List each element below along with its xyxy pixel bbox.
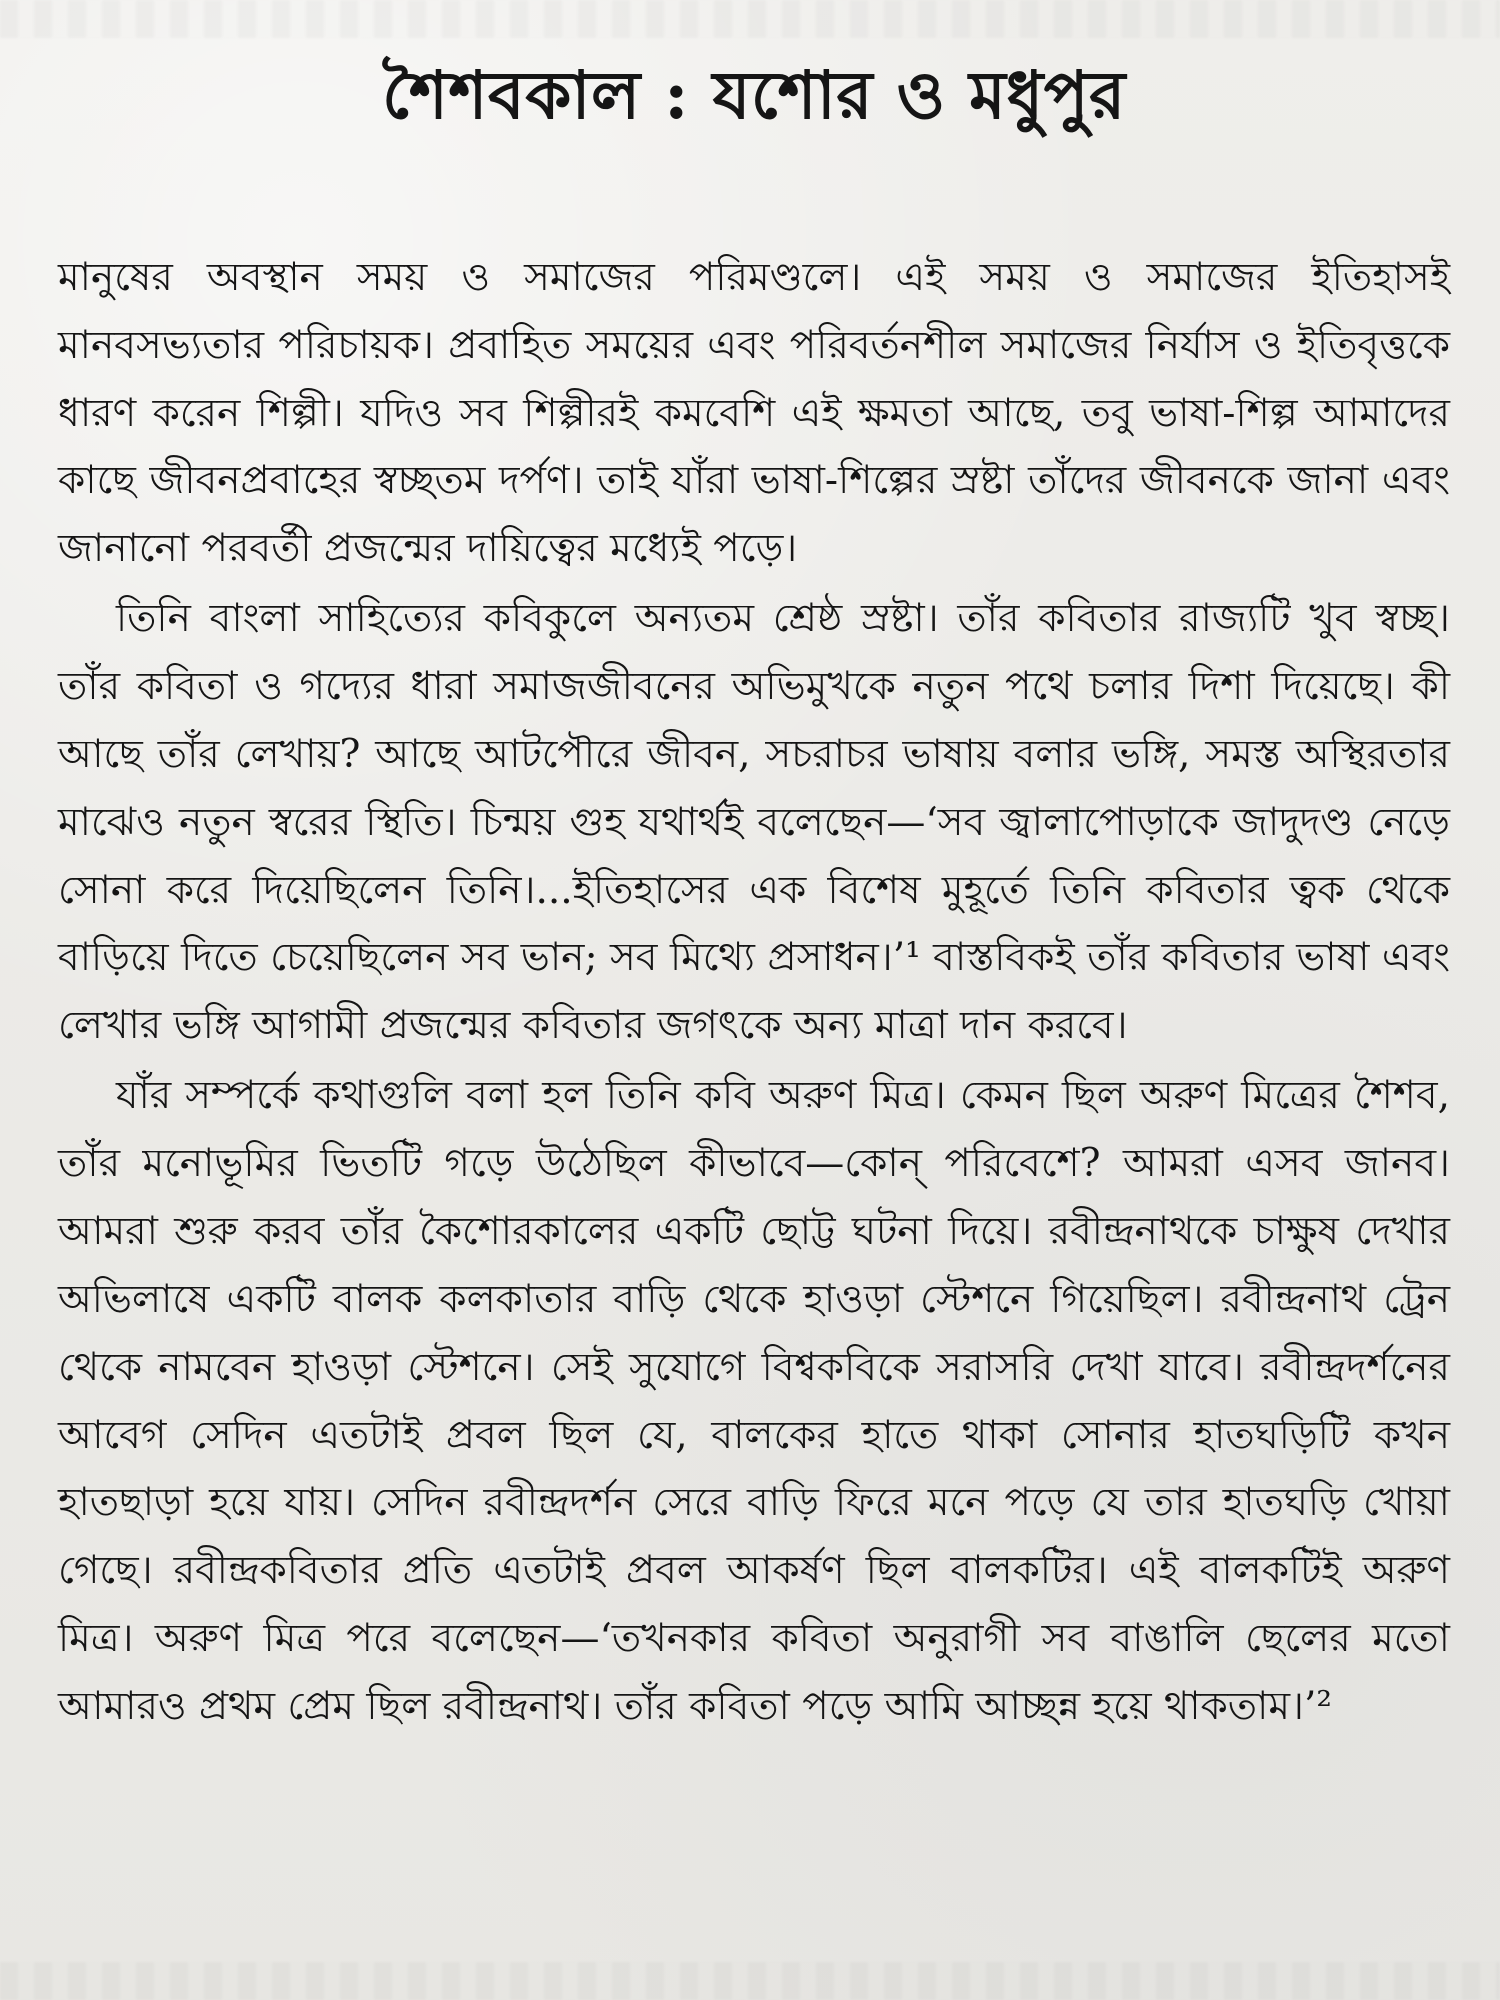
page-content (58, 58, 1450, 1946)
chapter-title: শৈশবকাল : যশোর ও মধুপুর (382, 56, 1126, 134)
paragraph-3: যাঁর সম্পর্কে কথাগুলি বলা হল তিনি কবি অরুণ মিত্র। কেমন ছিল অরুণ মিত্রের শৈশব, তাঁর মনোভূমির ভিতটি গড়ে উঠেছিল কীভাবে—কোন্ পরিবেশে? আমরা এসব জানব। আমরা শুরু করব তাঁর কৈশোরকালের একটি ছোট্ট ঘটনা দিয়ে। রবীন্দ্রনাথকে চাক্ষুষ দেখার অভিলাষে একটি বালক কলকাতার বাড়ি থেকে হাওড়া স্টেশনে গিয়েছিল। রবীন্দ্রনাথ ট্রেন থেকে নামবেন হাওড়া স্টেশনে। সেই সুযোগে বিশ্বকবিকে সরাসরি দেখা যাবে। রবীন্দ্রদর্শনের আবেগ সেদিন এতটাই প্রবল ছিল যে, বালকের হাতে থাকা সোনার হাতঘড়িটি কখন হাতছাড়া হয়ে যায়। সেদিন রবীন্দ্রদর্শন সেরে বাড়ি ফিরে মনে পড়ে যে তার হাতঘড়ি খোয়া গেছে। রবীন্দ্রকবিতার প্রতি এতটাই প্রবল আকর্ষণ ছিল বালকটির। এই বালকটিই অরুণ মিত্র। অরুণ মিত্র পরে বলেছেন—‘তখনকার কবিতা অনুরাগী সব বাঙালি ছেলের মতো আমারও প্রথম প্রেম ছিল রবীন্দ্রনাথ। তাঁর কবিতা পড়ে আমি আচ্ছন্ন হয়ে থাকতাম।’² (58, 1073, 1450, 1729)
show-through-top (0, 0, 1500, 38)
show-through-bottom (0, 1962, 1500, 2000)
paragraph-2: তিনি বাংলা সাহিত্যের কবিকুলে অন্যতম শ্রেষ্ঠ স্রষ্টা। তাঁর কবিতার রাজ্যটি খুব স্বচ্ছ। তাঁর কবিতা ও গদ্যের ধারা সমাজজীবনের অভিমুখকে নতুন পথে চলার দিশা দিয়েছে। কী আছে তাঁর লেখায়? আছে আটপৌরে জীবন, সচরাচর ভাষায় বলার ভঙ্গি, সমস্ত অস্থিরতার মাঝেও নতুন স্বরের স্থিতি। চিন্ময় গুহ যথার্থই বলেছেন—‘সব জ্বালাপোড়াকে জাদুদণ্ড নেড়ে সোনা করে দিয়েছিলেন তিনি।...ইতিহাসের এক বিশেষ মুহূর্তে তিনি কবিতার ত্বক থেকে বাড়িয়ে দিতে চেয়েছিলেন সব ভান; সব মিথ্যে প্রসাধন।’¹ বাস্তবিকই তাঁর কবিতার ভাষা এবং লেখার ভঙ্গি আগামী প্রজন্মের কবিতার জগৎকে অন্য মাত্রা দান করবে। (58, 596, 1450, 1049)
paragraph-1: মানুষের অবস্থান সময় ও সমাজের পরিমণ্ডলে। এই সময় ও সমাজের ইতিহাসই মানবসভ্যতার পরিচায়ক। প্রবাহিত সময়ের এবং পরিবর্তনশীল সমাজের নির্যাস ও ইতিবৃত্তকে ধারণ করেন শিল্পী। যদিও সব শিল্পীরই কমবেশি এই ক্ষমতা আছে, তবু ভাষা-শিল্প আমাদের কাছে জীবনপ্রবাহের স্বচ্ছতম দর্পণ। তাই যাঁরা ভাষা-শিল্পের স্রষ্টা তাঁদের জীবনকে জানা এবং জানানো পরবর্তী প্রজন্মের দায়িত্বের মধ্যেই পড়ে। (58, 254, 1450, 572)
